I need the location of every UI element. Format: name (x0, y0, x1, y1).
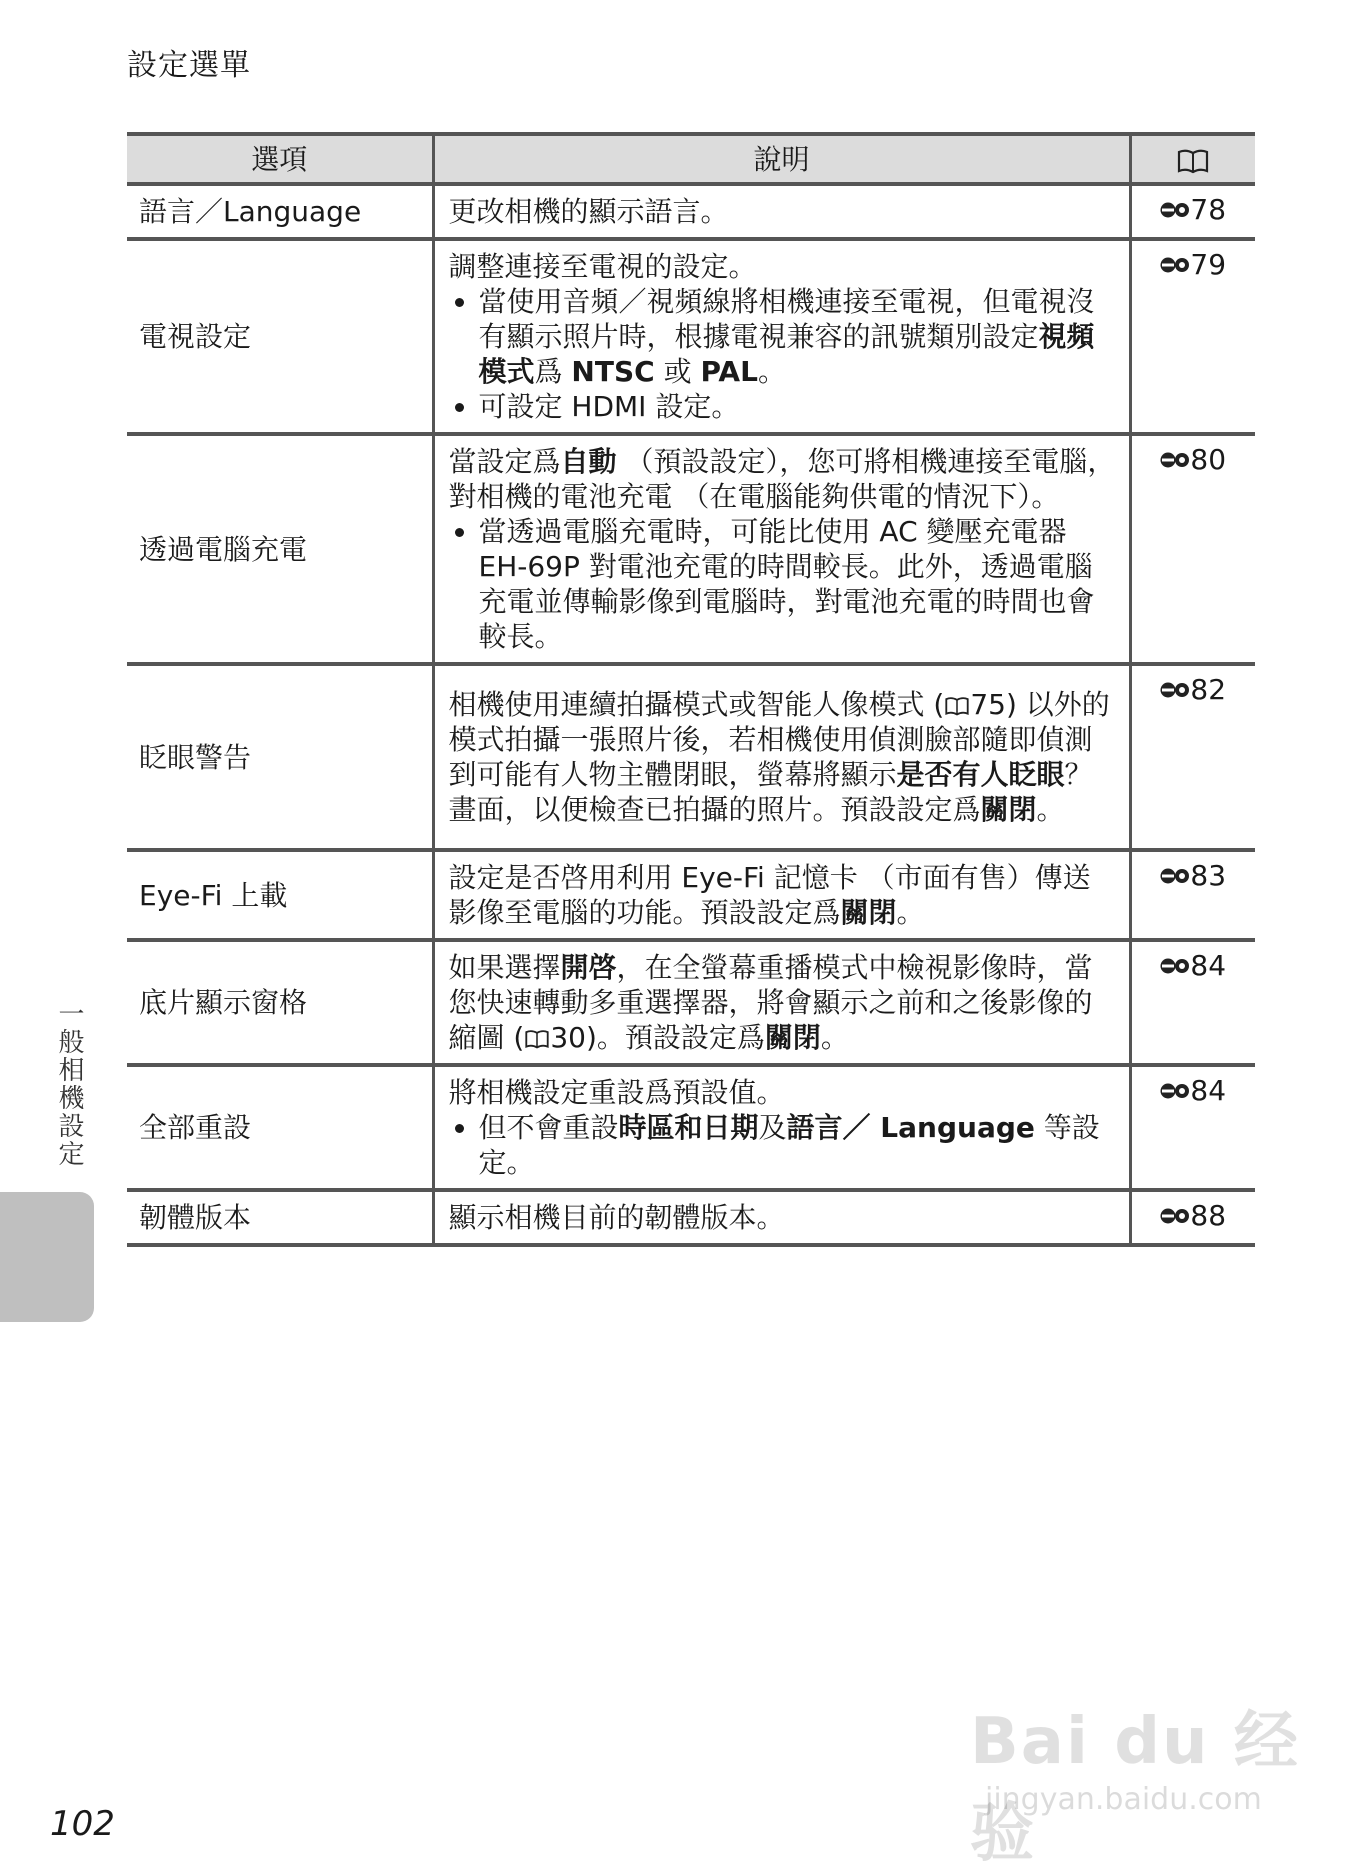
book-icon (944, 696, 970, 716)
option-description (433, 239, 1130, 434)
header-reference (1130, 134, 1255, 184)
setup-menu-table (127, 132, 1255, 1247)
description-text: 更改相機的顯示語言。 (448, 195, 729, 228)
watermark-url: jingyan.baidu.com (985, 1782, 1262, 1817)
page-title: 設定選單 (127, 48, 251, 83)
table-row (127, 1190, 1255, 1245)
header-option: 選項 (127, 134, 433, 184)
description-intro: 將相機設定重設爲預設值。 (448, 1076, 785, 1109)
reference-page: 83 (1190, 859, 1227, 892)
bullet-item: • 當使用音頻／視頻線將相機連接至電視，但電視沒有顯示照片時，根據電視兼容的訊號類別設定視頻模式爲 NTSC 或 PAL。 (479, 284, 1117, 389)
page-reference (1130, 850, 1255, 940)
reference-page: 84 (1190, 949, 1227, 982)
reference-section-icon (1160, 679, 1190, 701)
description-bullets (449, 1110, 1117, 1180)
page-number: 102 (50, 1804, 115, 1844)
option-name: 全部重設 (127, 1065, 433, 1190)
description-bullets (449, 514, 1117, 654)
option-description (433, 940, 1130, 1065)
table-row (127, 940, 1255, 1065)
page-reference (1130, 239, 1255, 434)
description-intro: 調整連接至電視的設定。 (448, 250, 757, 283)
table-row (127, 664, 1255, 850)
reference-page: 80 (1190, 443, 1227, 476)
reference-page: 82 (1190, 673, 1227, 706)
option-name: 透過電腦充電 (127, 434, 433, 664)
reference-page: 78 (1190, 193, 1227, 226)
option-name: 眨眼警告 (127, 664, 433, 850)
reference-section-icon (1160, 865, 1190, 887)
option-name: 底片顯示窗格 (127, 940, 433, 1065)
section-tab (0, 1192, 94, 1322)
reference-page: 88 (1190, 1199, 1227, 1232)
description-text: 相機使用連續拍攝模式或智能人像模式 ( 75) 以外的模式拍攝一張照片後，若相機使用偵測臉部隨即偵測到可能有人物主體閉眼，螢幕將顯示是否有人眨眼？畫面，以便檢查已拍攝的照片。預設設定爲關閉。 (448, 688, 1110, 826)
table-header-row (127, 134, 1255, 184)
reference-page: 79 (1190, 248, 1227, 281)
reference-section-icon (1160, 1205, 1190, 1227)
reference-section-icon (1160, 955, 1190, 977)
reference-section-icon (1160, 199, 1190, 221)
table-row (127, 239, 1255, 434)
table-row (127, 434, 1255, 664)
description-bullets (449, 284, 1117, 424)
page-reference (1130, 1065, 1255, 1190)
option-description (433, 1190, 1130, 1245)
option-name: Eye-Fi 上載 (127, 850, 433, 940)
watermark-logo: Bai du 经验 (970, 1705, 1300, 1871)
option-description (433, 1065, 1130, 1190)
option-name: 語言／Language (127, 184, 433, 239)
option-description (433, 434, 1130, 664)
page-reference (1130, 664, 1255, 850)
header-description: 說明 (433, 134, 1130, 184)
option-name: 韌體版本 (127, 1190, 433, 1245)
page-reference (1130, 940, 1255, 1065)
description-intro: 當設定爲自動 （預設設定），您可將相機連接至電腦，對相機的電池充電 （在電腦能夠供電的情況下）。 (448, 445, 1116, 513)
option-description (433, 184, 1130, 239)
reference-section-icon (1160, 1080, 1190, 1102)
book-icon (1176, 148, 1210, 174)
table-row (127, 184, 1255, 239)
option-description (433, 850, 1130, 940)
option-name: 電視設定 (127, 239, 433, 434)
description-text: 顯示相機目前的韌體版本。 (448, 1201, 785, 1234)
table-row (127, 850, 1255, 940)
table-row (127, 1065, 1255, 1190)
description-text: 如果選擇開啓，在全螢幕重播模式中檢視影像時，當您快速轉動多重選擇器，將會顯示之前和之後影像的縮圖 ( 30)。預設設定爲關閉。 (448, 951, 1093, 1054)
book-icon (524, 1029, 550, 1049)
page-reference (1130, 1190, 1255, 1245)
bullet-item: • 但不會重設時區和日期及語言／ Language 等設定。 (479, 1110, 1117, 1180)
bullet-item: • 當透過電腦充電時，可能比使用 AC 變壓充電器 EH-69P 對電池充電的時間較長。此外，透過電腦充電並傳輸影像到電腦時，對電池充電的時間也會較長。 (479, 514, 1117, 654)
side-section-label: 一般相機設定 (54, 1000, 84, 1168)
bullet-item: • 可設定 HDMI 設定。 (479, 389, 1117, 424)
reference-section-icon (1160, 254, 1190, 276)
page-reference (1130, 184, 1255, 239)
reference-page: 84 (1190, 1074, 1227, 1107)
page-reference (1130, 434, 1255, 664)
description-text: 設定是否啓用利用 Eye-Fi 記憶卡 （市面有售）傳送影像至電腦的功能。預設設定爲關閉。 (448, 861, 1091, 929)
option-description (433, 664, 1130, 850)
reference-section-icon (1160, 449, 1190, 471)
